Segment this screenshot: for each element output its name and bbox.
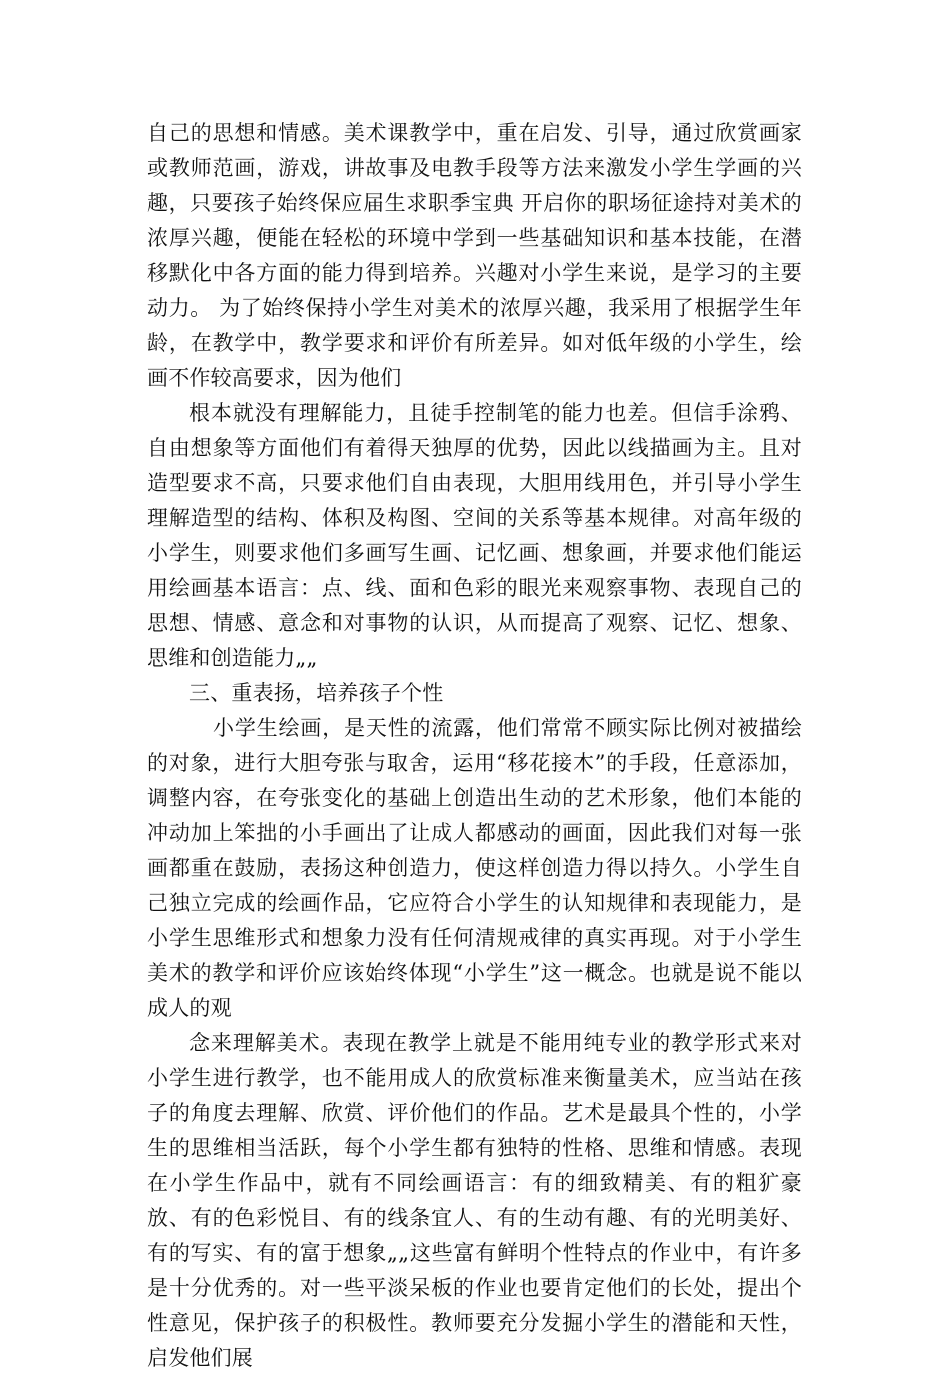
section-heading: 三、重表扬，培养孩子个性 — [189, 681, 444, 705]
document-body — [147, 116, 802, 1376]
paragraph-1: 自己的思想和情感。美术课教学中，重在启发、引导，通过欣赏画家或教师范画，游戏，讲故事及电教手段等方法来激发小学生学画的兴趣，只要孩子始终保应届生求职季宝典 开启你的职场征途持对美术的浓厚兴趣，便能在轻松的环境中学到一些基础知识和基本技能，在潜移默化中各方面的能力得到培养。兴趣对小学生来说，是学习的主要动力。 为了始终保持小学生对美术的浓厚兴趣，我采用了根据学生年龄，在教学中，教学要求和评价有所差异。如对低年级的小学生，绘画不作较高要求，因为他们 — [147, 121, 802, 390]
paragraph-2: 根本就没有理解能力，且徒手控制笔的能力也差。但信手涂鸦、自由想象等方面他们有着得天独厚的优势，因此以线描画为主。且对造型要求不高，只要求他们自由表现，大胆用线用色，并引导小学生理解造型的结构、体积及构图、空间的关系等基本规律。对高年级的小学生，则要求他们多画写生画、记忆画、想象画，并要求他们能运用绘画基本语言：点、线、面和色彩的眼光来观察事物、表现自己的思想、情感、意念和对事物的认识，从而提高了观察、记忆、想象、思维和创造能力„„ — [147, 401, 802, 670]
paragraph-3: 小学生绘画，是天性的流露，他们常常不顾实际比例对被描绘的对象，进行大胆夸张与取舍，运用“移花接木”的手段，任意添加，调整内容，在夸张变化的基础上创造出生动的艺术形象，他们本能的冲动加上笨拙的小手画出了让成人都感动的画面，因此我们对每一张画都重在鼓励，表扬这种创造力，使这样创造力得以持久。小学生自己独立完成的绘画作品，它应符合小学生的认知规律和表现能力，是小学生思维形式和想象力没有任何清规戒律的真实再现。对于小学生美术的教学和评价应该始终体现“小学生”这一概念。也就是说不能以成人的观 — [147, 716, 802, 1020]
paragraph-4: 念来理解美术。表现在教学上就是不能用纯专业的教学形式来对小学生进行教学，也不能用成人的欣赏标准来衡量美术，应当站在孩子的角度去理解、欣赏、评价他们的作品。艺术是最具个性的，小学生的思维相当活跃，每个小学生都有独特的性格、思维和情感。表现在小学生作品中，就有不同绘画语言：有的细致精美、有的粗犷豪放、有的色彩悦目、有的线条宜人、有的生动有趣、有的光明美好、有的写实、有的富于想象„„这些富有鲜明个性特点的作业中，有许多是十分优秀的。对一些平淡呆板的作业也要肯定他们的长处，提出个性意见，保护孩子的积极性。教师要充分发掘小学生的潜能和天性，启发他们展 — [147, 1031, 802, 1370]
